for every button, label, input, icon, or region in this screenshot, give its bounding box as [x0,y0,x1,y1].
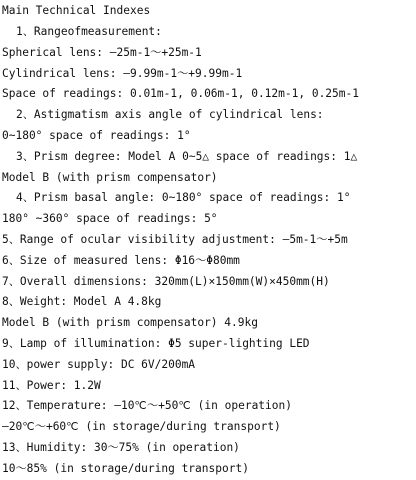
spec-line: 6、Size of measured lens: Φ16～Φ80mm [2,253,240,267]
document-title: Main Technical Indexes [2,4,151,17]
spec-line: 0~180° space of readings: 1° [2,128,191,142]
spec-line: Space of readings: 0.01m-1, 0.06m-1, 0.12m-1, 0.25m-1 [2,87,359,101]
spec-line: Model B (with prism compensator) 4.9kg [2,316,258,330]
spec-line: 13、Humidity: 30～75% (in operation) [2,440,240,454]
spec-line: —20℃～+60℃ (in storage/during transport) [2,420,281,434]
spec-line: Cylindrical lens: —9.99m-1～+9.99m-1 [2,66,243,80]
spec-line: 1、Rangeofmeasurement: [16,25,162,38]
spec-line: 12、Temperature: —10℃～+50℃ (in operation) [2,399,292,413]
spec-line: 5、Range of ocular visibility adjustment: —5m-1～+5m [2,232,348,246]
spec-line: 8、Weight: Model A 4.8kg [2,295,162,309]
spec-line: 2、Astigmatism axis angle of cylindrical lens: [16,108,324,122]
spec-line: Model B (with prism compensator) [2,170,218,184]
spec-line: 10、power supply: DC 6V/200mA [2,357,196,371]
spec-list [2,22,359,480]
spec-line: 9、Lamp of illumination: Φ5 super-lighting LED [2,336,310,350]
spec-line: 4、Prism basal angle: 0~180° space of readings: 1° [16,191,351,205]
spec-line: Spherical lens: —25m-1～+25m-1 [2,45,202,59]
spec-line: 7、Overall dimensions: 320mm(L)×150mm(W)×450mm(H) [2,274,330,288]
spec-line: 180° ~360° space of readings: 5° [2,212,218,226]
spec-line: 11、Power: 1.2W [2,378,101,392]
spec-line: 3、Prism degree: Model A 0~5△ space of readings: 1△ [16,149,358,163]
spec-line: 10～85% (in storage/during transport) [2,461,249,475]
